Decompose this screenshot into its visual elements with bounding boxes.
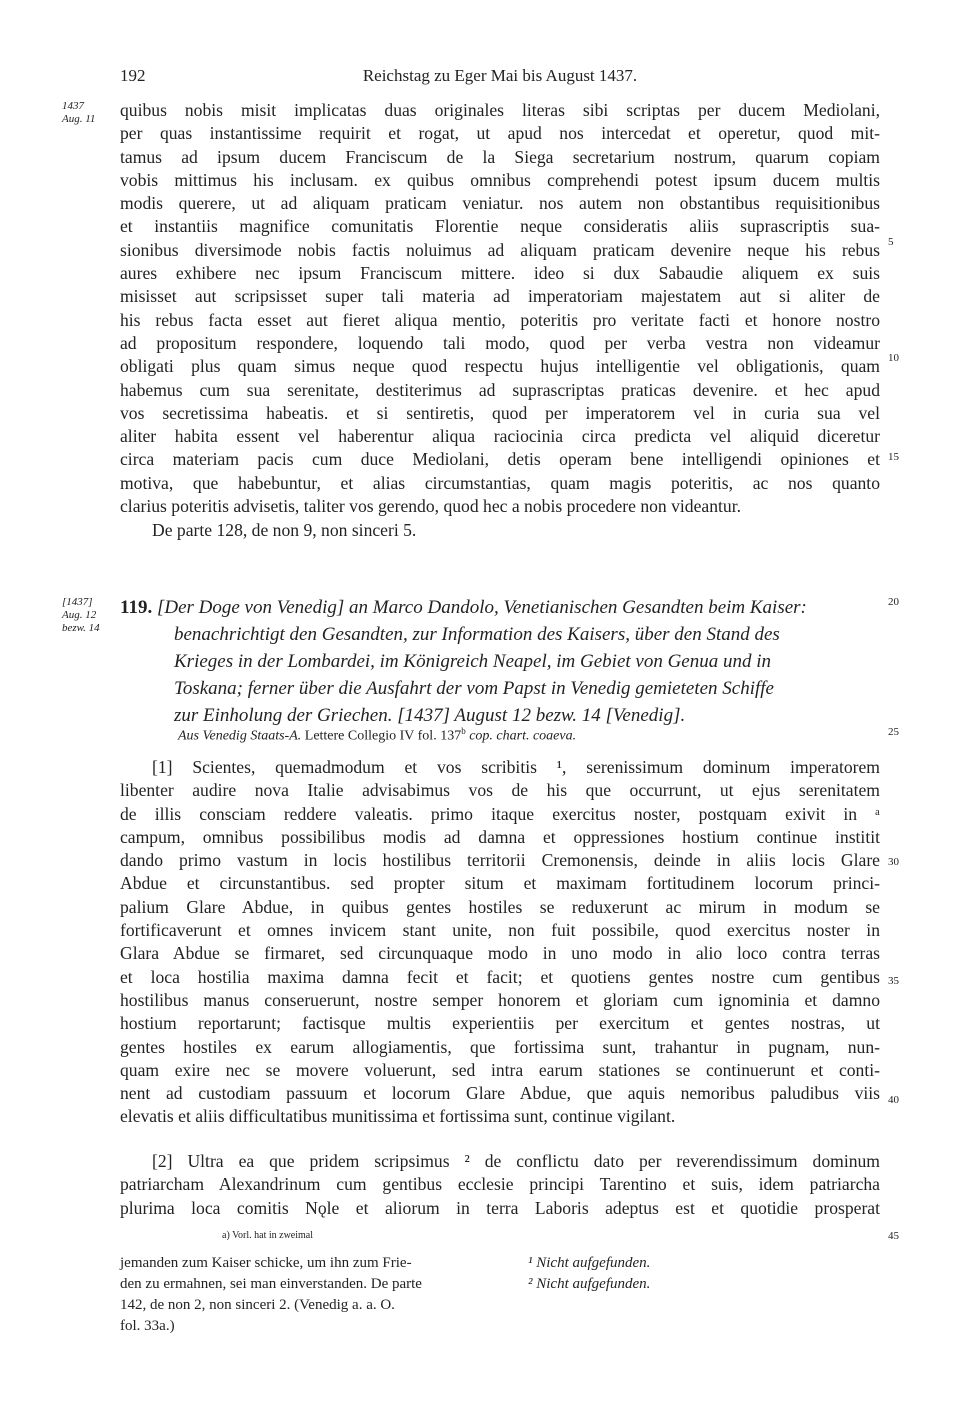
footnote-line: jemanden zum Kaiser schicke, um ihn zum Frie- — [120, 1255, 412, 1271]
heading-text: [Der Doge von Venedig] an Marco Dandolo, Venetianischen Gesandten beim Kaiser: — [156, 597, 807, 618]
heading-line: zur Einholung der Griechen. [1437] August 12 bezw. 14 [Venedig]. — [174, 705, 686, 726]
closing-line: De parte 128, de non 9, non sinceri 5. — [152, 520, 417, 540]
text-line: misisset aut scripsisset super tali materia ad imperatoriam majestatem aut si aliter de — [120, 286, 880, 307]
text-line: et instantiis magnifice comunitatis Florentie neque consideratis aliis suprascriptis sua- — [120, 216, 880, 237]
footnote-a: a) Vorl. hat in zweimal — [222, 1230, 313, 1241]
heading-line: Toskana; ferner über die Ausfahrt der vom Papst in Venedig gemieteten Schiffe — [174, 678, 774, 699]
text-line: modis querere, ut ad aliquam praticam veniatur. nos autem non obstantibus requisitionibus — [120, 193, 880, 214]
text-line: habemus cum sua serenitate, destiterimus ad suprascriptas praticas devenire. et hec apud — [120, 379, 880, 400]
text-line: fortificaverunt et omnes invicem stant unite, non fuit possibile, quod exercitus noster in — [120, 920, 880, 941]
footnote-line: den zu ermahnen, sei man einverstanden. De parte — [120, 1276, 422, 1292]
footnote-line: fol. 33a.) — [120, 1318, 175, 1334]
text-line: dando primo vastum in locis hostilibus territorii Cremonensis, deinde in aliis locis Glare — [120, 850, 880, 871]
source-line — [178, 726, 576, 745]
text-block-1 — [120, 99, 880, 518]
footnote-line: ¹ Nicht aufgefunden. — [528, 1255, 651, 1271]
margin-date: [1437] Aug. 12 bezw. 14 — [62, 596, 100, 634]
line-number: 15 — [888, 451, 899, 463]
text-line: Glara Abdue se firmaret, sed circunquaque modo in uno modo in alio loco contra terras — [120, 943, 880, 964]
text-line: vos secretissima habeatis. et si sentiretis, quod per imperatorem vel in curia sua vel — [120, 402, 880, 423]
text-block-1-close — [120, 519, 880, 542]
text-line: aures exhibere nec ipsum Franciscum mittere. ideo si dux Sabaudie aliquem ex suis — [120, 263, 880, 284]
text-line: nent ad custodiam passuum et locorum Glare Abdue, que aquis nemoribus paludibus viis — [120, 1083, 880, 1104]
text-line: clarius poteritis advisetis, taliter vos gerendo, quod hec a nobis procedere non videantur. — [120, 496, 741, 517]
footnote-line: ² Nicht aufgefunden. — [528, 1276, 651, 1292]
text-line: patriarcham Alexandrinum cum gentibus ecclesie principi Tarentino et suis, idem patriarcha — [120, 1174, 880, 1195]
text-line: hostilibus manus conseruerunt, nostre semper honorem et gloriam cum ignominia et damno — [120, 989, 880, 1010]
text-line: motiva, que habebuntur, et alias circumstantias, quam magis poteritis, ac nos quanto — [120, 472, 880, 493]
text-line: [1] Scientes, quemadmodum et vos scribitis ¹, serenissimum dominum imperatorem — [152, 757, 880, 777]
source-tail: cop. chart. coaeva. — [469, 728, 577, 744]
heading-line: Krieges in der Lombardei, im Königreich Neapel, im Gebiet von Genua und in — [174, 651, 772, 672]
text-line: gentes hostiles ex earum allogiamentis, que fortissima sunt, trahantur in pugnam, nun- — [120, 1036, 880, 1057]
text-line: ad propositum respondere, loquendo tali modo, quod per verba vestra non videamur — [120, 332, 880, 353]
footnote-line: 142, de non 2, non sinceri 2. (Venedig a. a. O. — [120, 1297, 395, 1313]
text-line: per quas instantissime requirit et rogat, ut apud nos intercedat et operetur, quod mit- — [120, 123, 880, 144]
running-title: Reichstag zu Eger Mai bis August 1437. — [362, 66, 638, 85]
text-line: [2] Ultra ea que pridem scripsimus ² de conflictu dato per reverendissimum dominum — [152, 1151, 880, 1171]
heading-line: benachrichtigt den Gesandten, zur Information des Kaisers, über den Stand des — [174, 624, 780, 645]
text-line: obligati plus quam simus neque quod respectu hujus intelligentie vel obligationis, quam — [120, 356, 880, 377]
line-number: 45 — [888, 1230, 899, 1242]
line-number: 25 — [888, 726, 899, 738]
text-line: libenter audire nova Italie advisabimus vos de his que occurrunt, ut ejus serenitatem — [120, 780, 880, 801]
text-line: elevatis et aliis difficultatibus munitissima et fortissima sunt, continue vigilant. — [120, 1106, 676, 1127]
page-header — [120, 66, 880, 88]
text-line: hostium reportarunt; factisque multis experientiis per exercitum et gentes nostras, ut — [120, 1013, 880, 1034]
document-heading — [120, 594, 880, 729]
text-line: Abdue et circunstantibus. sed propter situm et maximam fortitudinem locorum princi- — [120, 873, 880, 894]
line-number: 5 — [888, 236, 894, 248]
text-line: quibus nobis misit implicatas duas originales literas sibi scriptas per ducem Mediolani, — [120, 100, 880, 120]
margin-date: 1437 Aug. 11 — [62, 100, 96, 125]
source-sup: b — [461, 726, 466, 736]
page-number: 192 — [120, 66, 146, 85]
document-number: 119. — [120, 597, 157, 618]
text-line: de illis consciam reddere valeatis. primo itaque exercitus noster, postquam exivit in ᵃ — [120, 803, 880, 824]
text-line: vobis mittimus his inclusam. ex quibus omnibus comprehendi potest ipsum ducem multis — [120, 169, 880, 190]
text-block-3 — [120, 1150, 880, 1220]
text-line: campum, omnibus possibilibus modis ad damna et oppressiones hostium continue institit — [120, 826, 880, 847]
text-block-2 — [120, 756, 880, 1129]
text-line: tamus ad ipsum ducem Franciscum de la Siega secretarium nostrum, quarum copiam — [120, 146, 880, 167]
line-number: 40 — [888, 1094, 899, 1106]
heading-line — [120, 594, 880, 621]
text-line: aliter habita essent vel haberentur aliqua raciocinia circa predicta vel aliquid diceretur — [120, 426, 880, 447]
line-number: 20 — [888, 596, 899, 608]
text-line: plurima loca comitis Nǫle et aliorum in terra Laboris adeptus est et quotidie prosperat — [120, 1197, 880, 1218]
text-line: et loca hostilia maxima damna fecit et facit; et quotiens gentes nostre cum gentibus — [120, 966, 880, 987]
line-number: 35 — [888, 975, 899, 987]
text-line: his rebus facta esset aut fieret aliqua mentio, poteritis pro veritate facti et honore nostro — [120, 309, 880, 330]
line-number: 30 — [888, 856, 899, 868]
text-line: sionibus diversimode nobis factis noluimus ad aliquam praticam devenire neque his rebus — [120, 239, 880, 260]
source-archive: Aus Venedig Staats-A. — [178, 728, 302, 744]
footnote-right-column — [528, 1253, 828, 1295]
text-line: circa materiam pacis cum duce Mediolani, detis operam bene intelligendi opiniones et — [120, 449, 880, 470]
text-line: quam exire nec se movere voluerunt, sed intra earum stationes se continuerunt et conti- — [120, 1059, 880, 1080]
line-number: 10 — [888, 352, 899, 364]
text-line: palium Glare Abdue, in quibus gentes hostiles se reduxerunt ac mirum in modum se — [120, 896, 880, 917]
source-fond: Lettere Collegio IV fol. 137 — [304, 728, 462, 744]
footnote-left-column — [120, 1253, 500, 1337]
